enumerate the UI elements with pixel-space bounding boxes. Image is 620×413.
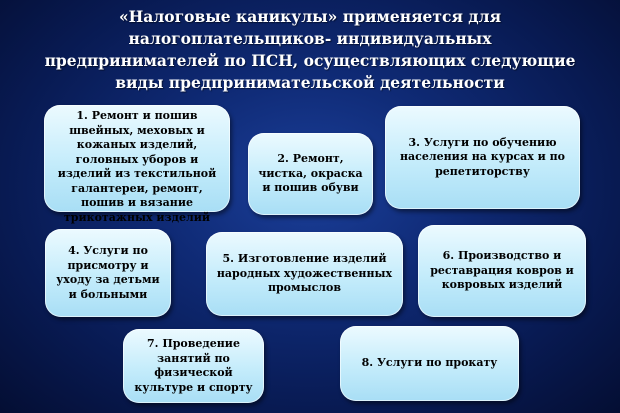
activity-label-1: 1. Ремонт и пошив швейных, меховых и кожаных изделий, головных уборов и изделий из текстильной галантереи, ремонт, пошив и вязание трикотажных изделий (57, 109, 217, 224)
activity-box-1 (44, 105, 230, 224)
activity-box-7 (123, 329, 264, 403)
activity-label-8: 8. Услуги по прокату (361, 356, 498, 370)
activity-label-6: 6. Производство и реставрация ковров и ковровых изделий (430, 249, 574, 292)
activity-box-5 (206, 232, 403, 316)
activity-label-3: 3. Услуги по обучению населения на курсах и по репетиторству (399, 135, 566, 178)
activity-box-6 (418, 225, 586, 317)
activity-box-3 (385, 106, 580, 209)
activity-label-2: 2. Ремонт, чистка, окраска и пошив обуви (258, 152, 363, 195)
slide-title: «Налоговые каникулы» применяется для налогоплательщиков- индивидуальных предпринимателей по ПСН, осуществляющих следующие виды предпринимательской деятельности (44, 7, 576, 92)
activity-box-4 (45, 229, 171, 317)
activity-label-4: 4. Услуги по присмотру и уходу за детьми и больными (56, 244, 160, 301)
activity-label-7: 7. Проведение занятий по физической культуре и спорту (134, 337, 253, 394)
activity-box-2 (248, 133, 373, 215)
activity-label-5: 5. Изготовление изделий народных художественных промыслов (216, 252, 393, 295)
activity-box-8 (340, 326, 519, 401)
